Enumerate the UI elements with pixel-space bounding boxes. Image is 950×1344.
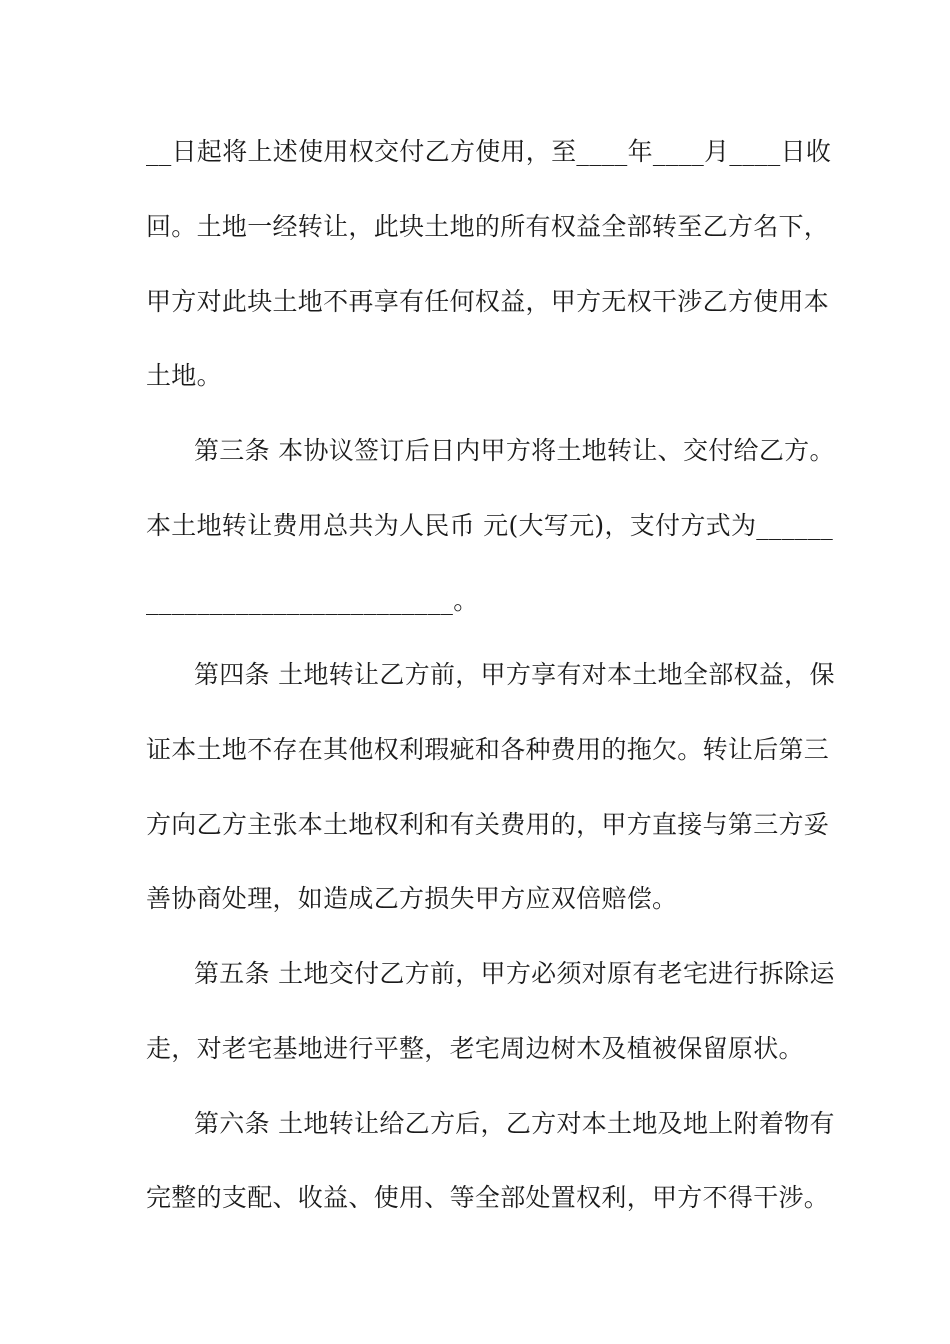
text-line: 走，对老宅基地进行平整，老宅周边树木及植被保留原状。 [146,1034,804,1063]
text-line: 完整的支配、收益、使用、等全部处置权利，甲方不得干涉。 [146,1183,830,1212]
text-line: ________________________。 [146,586,479,615]
text-line: __日起将上述使用权交付乙方使用，至____年____月____日收 [146,137,832,166]
text-line: 回。土地一经转让，此块土地的所有权益全部转至乙方名下， [146,212,830,241]
text-line: 本土地转让费用总共为人民币 元(大写元)，支付方式为______ [146,511,834,540]
text-line: 方向乙方主张本土地权利和有关费用的，甲方直接与第三方妥 [146,810,830,839]
article-6-heading-line: 第六条 土地转让给乙方后，乙方对本土地及地上附着物有 [194,1109,835,1138]
text-line: 证本土地不存在其他权利瑕疵和各种费用的拖欠。转让后第三 [146,735,830,764]
article-3-heading-line: 第三条 本协议签订后日内甲方将土地转让、交付给乙方。 [194,436,835,465]
article-4-heading-line: 第四条 土地转让乙方前，甲方享有对本土地全部权益，保 [194,660,835,689]
text-line: 土地。 [146,361,222,390]
text-line: 善协商处理，如造成乙方损失甲方应双倍赔偿。 [146,884,678,913]
text-line: 甲方对此块土地不再享有任何权益，甲方无权干涉乙方使用本 [146,287,830,316]
article-5-heading-line: 第五条 土地交付乙方前，甲方必须对原有老宅进行拆除运 [194,959,835,988]
